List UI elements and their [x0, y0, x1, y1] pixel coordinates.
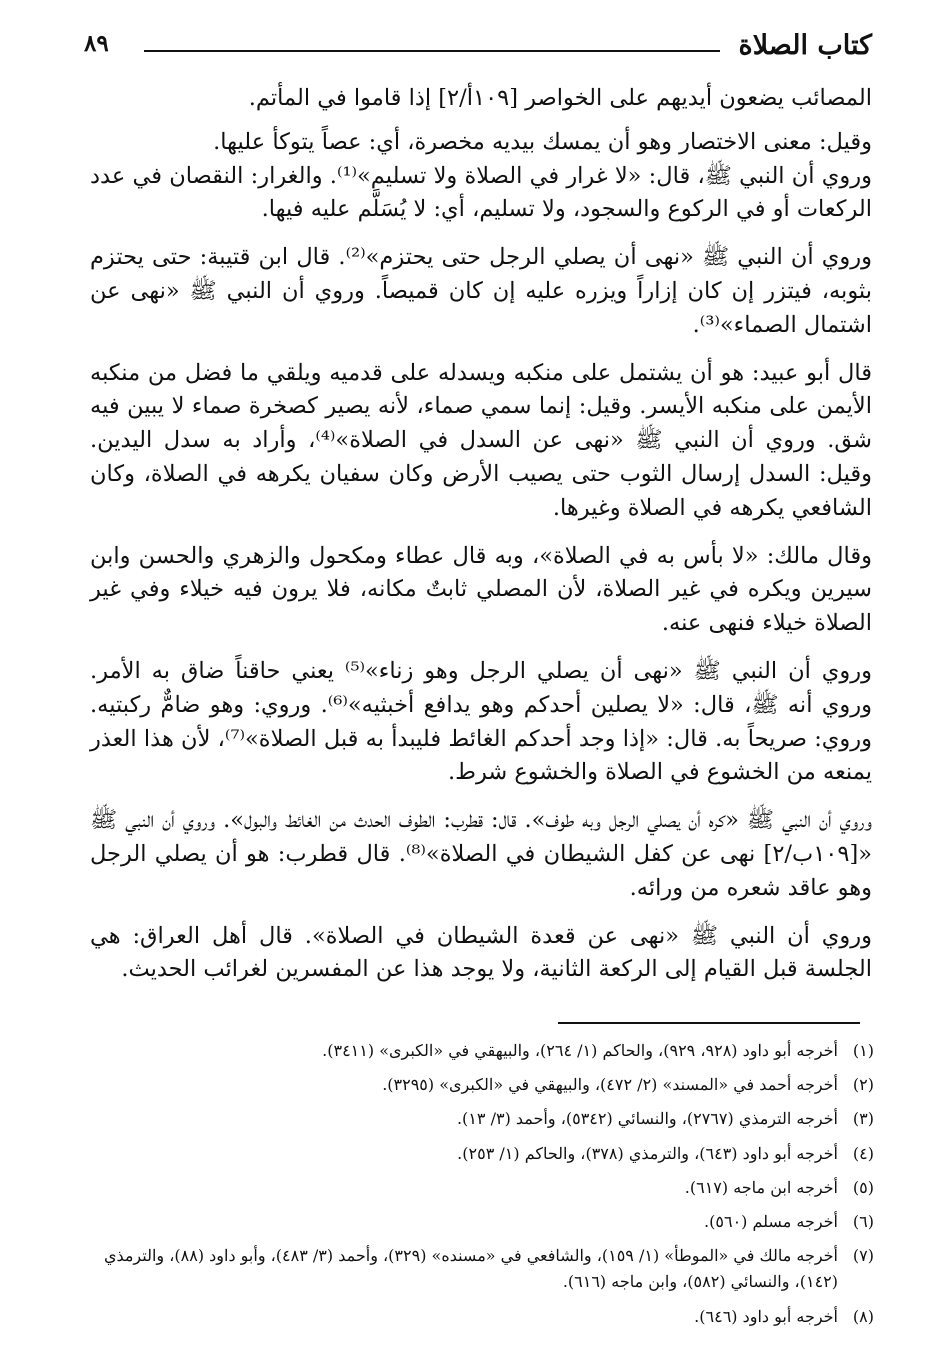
footnote-text: أخرجه ابن ماجه (٦١٧).: [684, 1177, 838, 1197]
footnote-item: [88, 1209, 874, 1235]
footnote-number: (٢): [852, 1075, 874, 1095]
paragraph-5: قال أبو عبيد: هو أن يشتمل على منكبه ويسدله على قدميه ويلقي ما فضل من منكبه الأيمن على منكبه الأيسر. وقيل: إنما سمي صماء، لأنه يصير كصخرة صماء لا يبين فيه شق. وروي أن النبي ﷺ «نهى عن السدل في الصلاة»⁽⁴⁾، وأراد به سدل اليدين. وقيل: السدل إرسال الثوب حتى يصيب الأرض وكان سفيان يكرهه في الصلاة، وكان الشافعي يكرهه في الصلاة وغيرها.: [90, 359, 872, 521]
main-text: [90, 82, 872, 1001]
page-header: [84, 22, 872, 72]
footnote-number: (٤): [852, 1143, 874, 1163]
footnote-text: أخرجه أبو داود (٦٤٣)، والترمذي (٣٧٨)، والحاكم (١/ ٢٥٣).: [457, 1143, 838, 1163]
paragraph-6: وقال مالك: «لا بأس به في الصلاة»، وبه قال عطاء ومكحول والزهري والحسن وابن سيرين ويكره في غير الصلاة، لأن المصلي ثابتٌ مكانه، فلا يرون فيه خيلاء وفي غير الصلاة خيلاء فنهى عنه.: [90, 542, 872, 637]
footnote-item: [88, 1175, 874, 1201]
footnote-item: [88, 1106, 874, 1132]
header-rule: [144, 50, 720, 52]
footnote-number: (٥): [852, 1177, 874, 1197]
footnote-text: أخرجه أبو داود (٩٢٨، ٩٢٩)، والحاكم (١/ ٢٦٤)، والبيهقي في «الكبرى» (٣٤١١).: [322, 1041, 838, 1060]
footnote-text: أخرجه الترمذي (٢٧٦٧)، والنسائي (٥٣٤٢)، وأحمد (٣/ ١٣).: [456, 1109, 838, 1129]
footnotes: [88, 1038, 874, 1338]
footnote-item: [88, 1243, 874, 1295]
footnote-text: أخرجه مالك في «الموطأ» (١/ ١٥٩)، والشافعي في «مسنده» (٣٢٩)، وأحمد (٣/ ٤٨٣)، وأبو داود (٨٨)، والترمذي (١٤٢)، والنسائي (٥٨٢)، وابن ماجه (٦١٦).: [103, 1246, 838, 1292]
footnote-number: (٧): [852, 1246, 874, 1266]
running-title: كتاب الصلاة: [738, 30, 872, 61]
paragraph-7: وروي أن النبي ﷺ «نهى أن يصلي الرجل وهو زناء»⁽⁵⁾ يعني حاقناً ضاق به الأمر. وروي أنه ﷺ، قال: «لا يصلين أحدكم وهو يدافع أخبثيه»⁽⁶⁾. وروي: وهو ضامٌّ ركبتيه. وروي: صريحاً به. قال: «إذا وجد أحدكم الغائط فليبدأ به قبل الصلاة»⁽⁷⁾، لأن هذا العذر يمنعه من الخشوع في الصلاة والخشوع شرط.: [90, 657, 873, 786]
footnote-number: (١): [852, 1041, 874, 1060]
footnote-number: (٣): [852, 1109, 874, 1129]
page-number: ٨٩: [84, 30, 109, 57]
footnote-number: (٨): [852, 1306, 874, 1326]
paragraph-8: وروي أن النبي ﷺ «كره أن يصلي الرجل وبه طوف». قال: قطرب: الطوف الحدث من الغائط والبول». وروي أن النبي ﷺ «[١٠٩ب/٢] نهى عن كفل الشيطان في الصلاة»⁽⁸⁾. قال قطرب: هو أن يصلي الرجل وهو عاقد شعره من ورائه.: [90, 807, 872, 901]
paragraph-4: وروي أن النبي ﷺ «نهى أن يصلي الرجل حتى يحتزم»⁽²⁾. قال ابن قتيبة: حتى يحتزم بثوبه، فيتزر إن كان إزاراً ويزره عليه إن كان قميصاً. وروي أن النبي ﷺ «نهى عن اشتمال الصماء»⁽³⁾.: [90, 244, 872, 338]
footnote-item: [88, 1072, 874, 1098]
footnote-item: [88, 1038, 874, 1064]
paragraph-2: وقيل: معنى الاختصار وهو أن يمسك بيديه مخصرة، أي: عصاً يتوكأ عليها.: [213, 128, 872, 155]
footnote-text: أخرجه مسلم (٥٦٠).: [704, 1212, 838, 1232]
paragraph-9: وروي أن النبي ﷺ «نهى عن قعدة الشيطان في الصلاة». قال أهل العراق: هي الجلسة قبل القيام إلى الركعة الثانية، ولا يوجد هذا عن المفسرين لغرائب الحديث.: [90, 922, 872, 983]
footnote-item: [88, 1141, 874, 1167]
footnote-text: أخرجه أحمد في «المسند» (٢/ ٤٧٢)، والبيهقي في «الكبرى» (٣٢٩٥).: [382, 1075, 838, 1095]
paragraph-3: وروي أن النبي ﷺ، قال: «لا غرار في الصلاة ولا تسليم»⁽¹⁾. والغرار: النقصان في عدد الركعات أو في الركوع والسجود، ولا تسليم، أي: لا يُسَلَّم عليه فيها.: [90, 162, 872, 223]
footnote-separator: [558, 1022, 860, 1024]
footnote-text: أخرجه أبو داود (٦٤٦).: [694, 1306, 838, 1326]
paragraph-1: المصائب يضعون أيديهم على الخواصر [١٠٩أ/٢] إذا قاموا في المأتم.: [248, 85, 872, 111]
footnote-number: (٦): [852, 1212, 874, 1232]
footnote-item: [88, 1304, 874, 1330]
